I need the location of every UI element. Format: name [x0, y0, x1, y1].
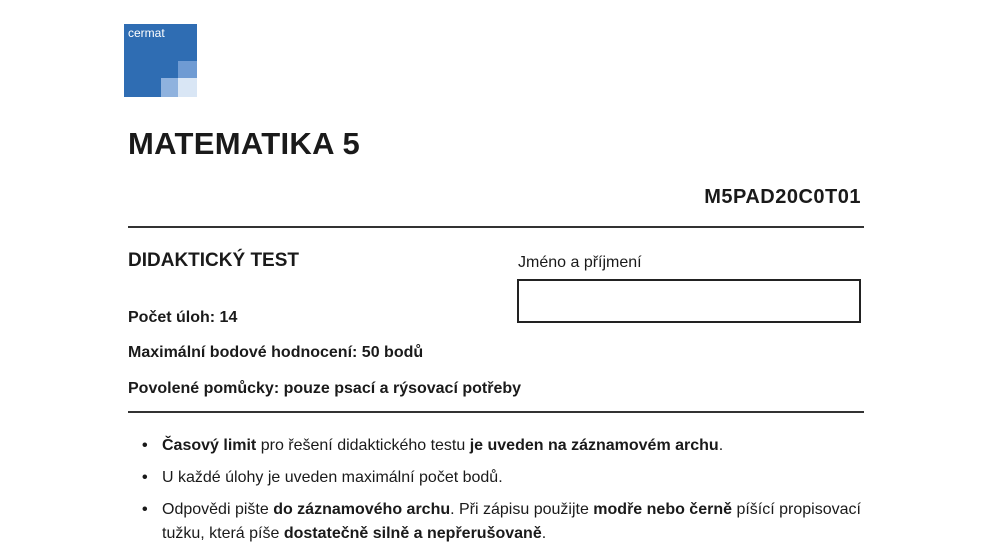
- task-count: Počet úloh: 14: [128, 309, 238, 326]
- instruction-text: .: [541, 525, 547, 542]
- instruction-text-bold: dostatečně silně a nepřerušovaně: [283, 525, 542, 542]
- cermat-logo: [124, 24, 197, 97]
- instruction-text: . Při zápisu použijte: [450, 501, 594, 518]
- logo-square: [161, 78, 178, 97]
- instruction-text: .: [718, 437, 724, 454]
- allowed-tools: Povolené pomůcky: pouze psací a rýsovací potřeby: [128, 380, 522, 397]
- bullet-icon: •: [142, 437, 148, 454]
- instruction-text: píšící propisovací tužku, která píše: [162, 501, 861, 542]
- test-subtitle: DIDAKTICKÝ TEST: [128, 250, 299, 271]
- instruction-text-bold: Časový limit: [162, 437, 257, 454]
- instruction-text-bold: modře nebo černě: [593, 501, 732, 518]
- bullet-icon: •: [142, 501, 148, 518]
- instruction-text: Odpovědi pište: [162, 501, 274, 518]
- document-title: MATEMATIKA 5: [128, 126, 361, 161]
- name-field-label: Jméno a příjmení: [518, 254, 642, 271]
- instruction-text-bold: je uveden na záznamovém archu: [469, 437, 719, 454]
- divider-top: [128, 226, 864, 228]
- divider-bottom: [128, 411, 864, 413]
- logo-text: cermat: [128, 26, 165, 40]
- logo-square: [178, 78, 197, 97]
- test-code: M5PAD20C0T01: [704, 186, 861, 208]
- bullet-icon: •: [142, 469, 148, 486]
- instruction-text-bold: do záznamového archu: [273, 501, 451, 518]
- max-points: Maximální bodové hodnocení: 50 bodů: [128, 344, 424, 361]
- instruction-item: [128, 498, 868, 546]
- instruction-item: [128, 466, 868, 490]
- instruction-text: U každé úlohy je uveden maximální počet bodů.: [162, 469, 503, 486]
- name-field[interactable]: [517, 279, 861, 323]
- instruction-text: pro řešení didaktického testu: [256, 437, 470, 454]
- instruction-item: [128, 434, 868, 458]
- instructions-list: [128, 434, 868, 554]
